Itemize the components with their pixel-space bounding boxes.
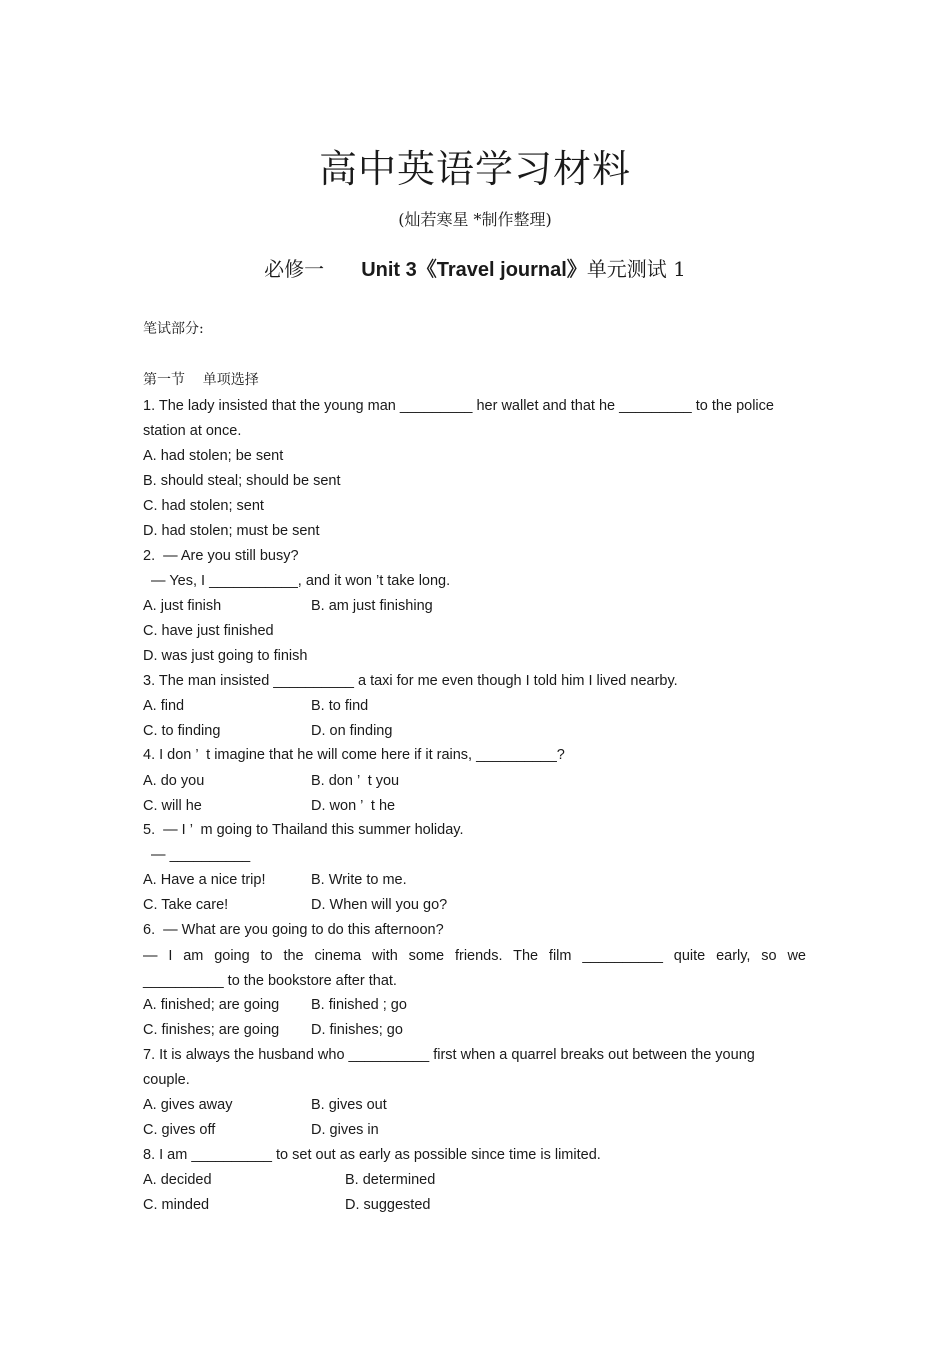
q2-option-b: B. am just finishing <box>311 598 433 614</box>
q7-stem-line2: couple. <box>143 1072 190 1088</box>
q6-stem-line1: 6. — What are you going to do this afternoon? <box>143 922 444 938</box>
q7-option-d: D. gives in <box>311 1122 379 1138</box>
q3-option-c: C. to finding <box>143 723 221 739</box>
q4-option-b: B. don ’ t you <box>311 773 400 789</box>
q8-option-b: B. determined <box>345 1172 436 1188</box>
q3-option-b: B. to find <box>311 698 369 714</box>
q3-option-d: D. on finding <box>311 723 393 739</box>
q4-option-d: D. won ’ t he <box>311 798 396 814</box>
document-subtitle: (灿若寒星 *制作整理) <box>398 210 552 229</box>
q1-option-d: D. had stolen; must be sent <box>143 523 320 539</box>
q7-option-b: B. gives out <box>311 1097 387 1113</box>
section-label: 第一节 单项选择 <box>143 372 259 388</box>
q1-option-a: A. had stolen; be sent <box>143 448 284 464</box>
q5-option-d: D. When will you go? <box>311 897 448 913</box>
q2-option-a: A. just finish <box>143 598 222 614</box>
q6-option-b: B. finished ; go <box>311 997 407 1013</box>
q6-option-d: D. finishes; go <box>311 1022 403 1038</box>
q4-stem: 4. I don ’ t imagine that he will come here if it rains, __________? <box>143 747 565 763</box>
q8-option-a: A. decided <box>143 1172 212 1188</box>
q1-option-b: B. should steal; should be sent <box>143 473 341 489</box>
q6-stem-line3: __________ to the bookstore after that. <box>143 973 397 989</box>
unit-title: Unit 3《Travel journal》 <box>361 259 587 281</box>
q6-option-c: C. finishes; are going <box>143 1022 280 1038</box>
q6-option-a: A. finished; are going <box>143 997 280 1013</box>
unit-suffix: 单元测试 1 <box>586 257 686 281</box>
q4-option-a: A. do you <box>143 773 205 789</box>
unit-heading <box>0 253 950 282</box>
q5-option-c: C. Take care! <box>143 897 229 913</box>
q8-option-c: C. minded <box>143 1197 210 1213</box>
q2-stem-line1: 2. — Are you still busy? <box>143 548 299 564</box>
q7-option-a: A. gives away <box>143 1097 233 1113</box>
document-title: 高中英语学习材料 <box>318 147 631 191</box>
q2-stem-line2: — Yes, I ___________, and it won ’t take long. <box>143 573 451 589</box>
q1-stem-line2: station at once. <box>143 423 242 439</box>
q2-option-d: D. was just going to finish <box>143 648 308 664</box>
q6-stem-line2: — I am going to the cinema with some friends. The film __________ quite early, so we <box>143 948 806 964</box>
q1-stem-line1: 1. The lady insisted that the young man _________ her wallet and that he _________ to the police <box>143 398 774 414</box>
q8-stem: 8. I am __________ to set out as early as possible since time is limited. <box>143 1147 601 1163</box>
q3-option-a: A. find <box>143 698 185 714</box>
unit-prefix: 必修一 <box>264 257 325 281</box>
q2-option-c: C. have just finished <box>143 623 274 639</box>
q7-stem-line1: 7. It is always the husband who __________ first when a quarrel breaks out between the young <box>143 1047 755 1063</box>
q5-stem-line2: — __________ <box>143 847 251 863</box>
q1-option-c: C. had stolen; sent <box>143 498 264 514</box>
q5-stem-line1: 5. — I ’ m going to Thailand this summer holiday. <box>143 822 464 838</box>
q4-option-c: C. will he <box>143 798 202 814</box>
q5-option-a: A. Have a nice trip! <box>143 872 266 888</box>
q8-option-d: D. suggested <box>345 1197 431 1213</box>
q3-stem: 3. The man insisted __________ a taxi for me even though I told him I lived nearby. <box>143 673 678 689</box>
part-label: 笔试部分: <box>143 321 204 337</box>
q5-option-b: B. Write to me. <box>311 872 407 888</box>
q7-option-c: C. gives off <box>143 1122 216 1138</box>
